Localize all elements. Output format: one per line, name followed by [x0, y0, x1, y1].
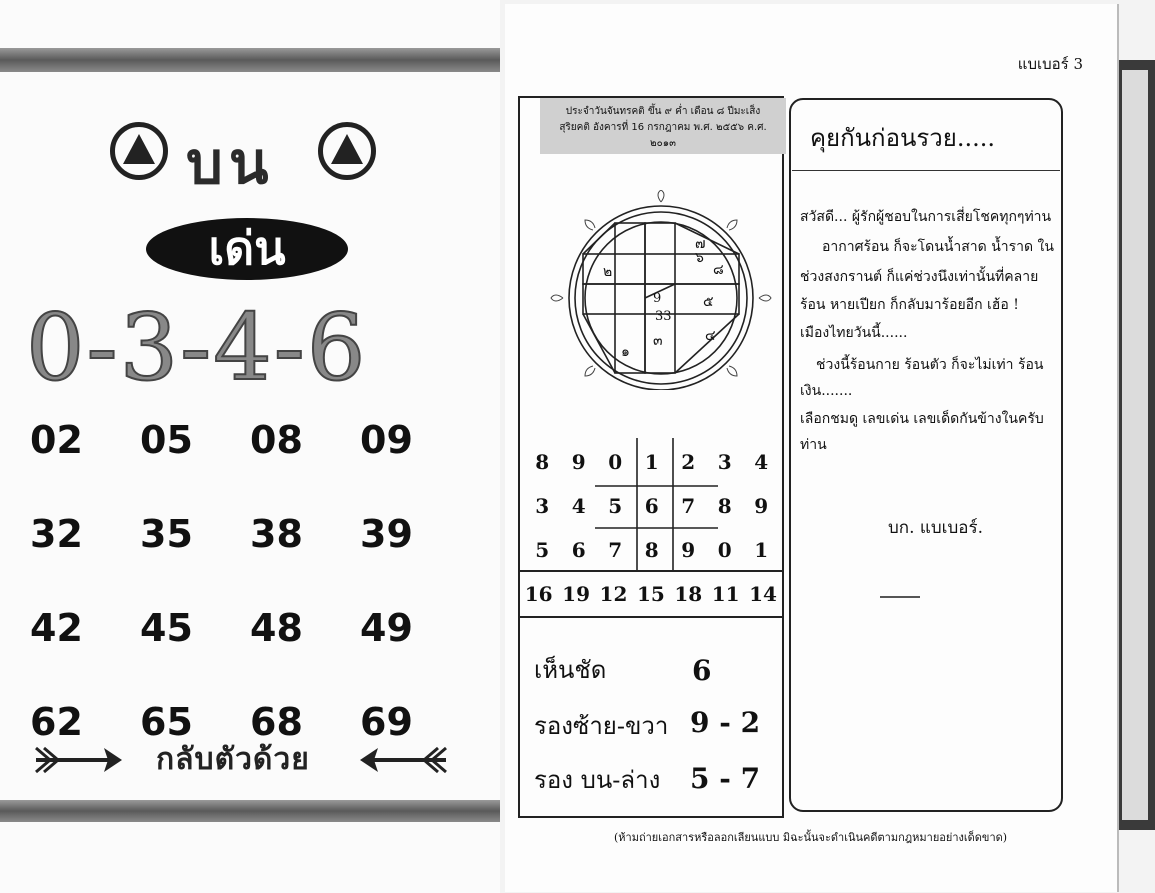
- digit-cell: 8: [535, 450, 550, 474]
- sum-cell: 12: [599, 582, 628, 606]
- digit-cell: 7: [681, 494, 696, 518]
- date-line: ประจำวันจันทรคติ ขึ้น ๙ ค่ำ เดือน ๘ ปีมะเส็ง: [565, 106, 761, 117]
- number-row: [30, 512, 470, 606]
- number-row: [30, 418, 470, 512]
- digit-cell: 8: [717, 494, 732, 518]
- astrology-wheel: [545, 190, 777, 394]
- triangle-circle-icon: [318, 122, 376, 180]
- number-cell: 09: [360, 418, 413, 462]
- number-cell: 42: [30, 606, 83, 650]
- digit-cell: 3: [717, 450, 732, 474]
- number-cell: 49: [360, 606, 413, 650]
- prediction-value: 5 - 7: [690, 762, 761, 795]
- prediction-label: เห็นชัด: [534, 656, 607, 684]
- left-page: [0, 0, 500, 893]
- digit-cell: 6: [644, 494, 659, 518]
- editor-note-line: สวัสดี... ผู้รักผู้ชอบในการเสี่ยโชคทุกๆท่าน: [800, 209, 1052, 225]
- number-cell: 08: [250, 418, 303, 462]
- wheel-cell: ๒: [603, 264, 613, 280]
- wheel-cell: ๕: [703, 294, 714, 310]
- wheel-cell: ๖: [695, 250, 704, 266]
- digit-cell: 9: [754, 494, 769, 518]
- wheel-cell: ๑: [621, 344, 630, 360]
- editor-note-line: เลือกชมดู เลขเด่น เลขเด็ดกันข้างในครับ: [800, 411, 1044, 427]
- sum-row: [520, 572, 782, 616]
- number-cell: 35: [140, 512, 193, 556]
- digit-cell: 7: [608, 538, 623, 562]
- bottom-band: [0, 800, 500, 822]
- number-cell: 02: [30, 418, 83, 462]
- digit-cell: 0: [717, 538, 732, 562]
- digit-grid-lines: [520, 432, 782, 576]
- editor-note-line: เงิน.......: [800, 383, 853, 399]
- back-page-edge: [1122, 70, 1148, 820]
- number-cell: 39: [360, 512, 413, 556]
- date-box: [540, 98, 786, 154]
- number-cell: 05: [140, 418, 193, 462]
- number-row: [30, 606, 470, 700]
- editor-note-line: อากาศร้อน ก็จะโดนน้ำสาด น้ำราด ใน: [822, 239, 1054, 255]
- top-word: บน: [186, 129, 275, 197]
- sum-cell: 11: [711, 582, 740, 606]
- triangle-circle-icon: [110, 122, 168, 180]
- number-cell: 32: [30, 512, 83, 556]
- editor-note-line: ช่วงนี้ร้อนกาย ร้อนตัว ก็จะไม่เท่า ร้อน: [816, 357, 1044, 373]
- number-cell: 38: [250, 512, 303, 556]
- number-cell: 45: [140, 606, 193, 650]
- digit-cell: 5: [535, 538, 550, 562]
- editor-note-line: เมืองไทยวันนี้......: [800, 325, 908, 341]
- editor-note-line: ร้อน หายเปียก ก็กลับมาร้อยอีก เฮ้อ !: [800, 297, 1019, 313]
- number-cell: 48: [250, 606, 303, 650]
- featured-badge: เด่น: [146, 218, 348, 280]
- digit-cell: 1: [644, 450, 659, 474]
- digit-cell: 1: [754, 538, 769, 562]
- arrow-right-icon: [32, 740, 124, 784]
- sum-cell: 19: [562, 582, 590, 606]
- editor-note-line: ช่วงสงกรานต์ ก็แค่ช่วงนึงเท่านั้นที่คลาย: [800, 269, 1039, 285]
- main-number: 0-3-4-6: [26, 294, 368, 401]
- wheel-cell: ๗: [695, 236, 706, 252]
- title-rule: [792, 170, 1060, 171]
- sum-cell: 14: [749, 582, 777, 606]
- arrow-left-icon: [358, 740, 450, 784]
- prediction-label: รองซ้าย-ขวา: [534, 712, 669, 740]
- number-cell: 65: [140, 700, 193, 744]
- date-line: สุริยคติ อังคารที่ 16 กรกฎาคม พ.ศ. ๒๕๕๖ ค.ศ. ๒๐๑๓: [559, 122, 767, 149]
- wheel-center-bottom: 33: [655, 309, 672, 324]
- sum-cell: 16: [524, 582, 553, 606]
- dash-mark: [880, 596, 920, 598]
- editor-note-title: คุยกันก่อนรวย.....: [810, 124, 995, 152]
- digit-cell: 9: [681, 538, 696, 562]
- digit-cell: 5: [608, 494, 623, 518]
- page-header: แบเบอร์ 3: [1017, 55, 1083, 73]
- number-cell: 69: [360, 700, 413, 744]
- sum-rule: [520, 616, 782, 618]
- number-cell: 62: [30, 700, 83, 744]
- prediction-value: 9 - 2: [690, 706, 761, 739]
- top-band: [0, 48, 500, 72]
- editor-signature: บก. แบเบอร์.: [888, 518, 983, 538]
- digit-cell: 0: [608, 450, 623, 474]
- digit-cell: 9: [571, 450, 586, 474]
- digit-cell: 4: [754, 450, 769, 474]
- bottom-word: กลับตัวด้วย: [156, 742, 310, 777]
- wheel-cell: ๘: [713, 262, 724, 278]
- copyright-notice: (ห้ามถ่ายเอกสารหรือลอกเลียนแบบ มิฉะนั้นจะดำเนินคดีตามกฎหมายอย่างเด็ดขาด): [614, 831, 1008, 844]
- sum-cell: 15: [636, 582, 665, 606]
- prediction-value: 6: [692, 654, 712, 687]
- wheel-center-top: 9: [653, 291, 662, 306]
- digit-cell: 6: [571, 538, 586, 562]
- sum-cell: 18: [674, 582, 703, 606]
- wheel-cell: ๓: [653, 333, 663, 349]
- digit-cell: 8: [644, 538, 659, 562]
- digit-cell: 3: [535, 494, 550, 518]
- editor-note-line: ท่าน: [800, 437, 827, 453]
- wheel-cell: ๔: [705, 328, 716, 344]
- digit-cell: 4: [571, 494, 586, 518]
- digit-cell: 2: [681, 450, 696, 474]
- number-cell: 68: [250, 700, 303, 744]
- prediction-label: รอง บน-ล่าง: [534, 766, 661, 794]
